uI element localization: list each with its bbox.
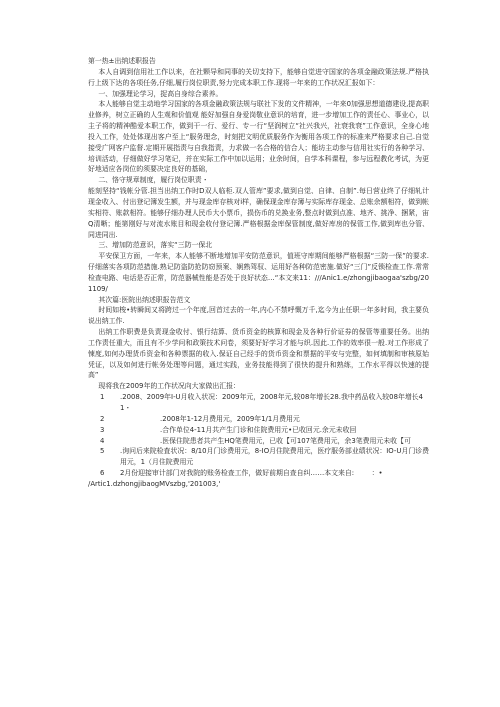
section-2-heading: 二、恪守规章制度，履行岗位职责・ <box>98 176 209 185</box>
part-2-report-intro: 现将我在2009年的工作状况向大家做出汇报： <box>98 382 240 391</box>
list-item-text: .2008、2009年I-U月收入状况：2009年元，2008年元,较08年增长28.我中药品收入较08年增长41・ <box>120 393 424 412</box>
list-item <box>88 436 429 447</box>
list-item-text: .合作单位4-11月共产生门诊和住院费用元•已收回元.余元未收回 <box>160 425 357 434</box>
list-item-number: 4 <box>100 436 105 445</box>
intro-paragraph: 本人自调到信用社工作以来，在社颗导和同事的关切支持下，能够自觉进守国家的各项金融政策法规.严格执行上级下达的各项任务,仔细,履行岗位职责,努力完成本职工作.现将一年来的工作状况汇报如下： <box>88 67 429 87</box>
section-3-body: 平安保卫方面，一年来，本人能够不断地增加平安防范意识，值班守库期间能够严格根据“三防一保”的要求.仔细落实各项防范措施.熟记防盗防抢防窃预案、娴熟驾驭、运用好各种防范密施.做好“三门”反锁检查工作.常常检查电路、电话是否正常，防范器械性能是否处于良好状态…“本文来11：///Anic1.e/zhongjibaogaa'szbg/201109/ <box>88 252 429 293</box>
list-item-number: 1 <box>100 393 105 402</box>
part-2-intro: 时间如梭•转瞬间又将跨过一个年度,回首过去的一年,内心不禁呼慨万千,迄今为止任职一年多时间，我主要负说出纳工作. <box>88 306 429 326</box>
list-item-number: 3 <box>100 425 105 434</box>
list-item-number: 2 <box>100 414 105 423</box>
section-3-heading: 三、增加防范意识，落实“三防一保北 <box>98 241 213 250</box>
part-2-title: 其次篇:医院出纳述职报告范文 <box>98 295 191 304</box>
section-2-body: 能刻坚持“钱帐分管.担当出纳工作时D双人临柜.双人管库”要求,做到自觉、自律、自制”.每日营业终了仔细轧计现金收入、付出登记簿发生额，并与现金库存核对i样，确保现金库存簿与实际库存现金、总账余额相符，做到帐实相符、账款相符。能够仔细办理人民币大小票币，损伤币的兑换业务,整点时做到点准、地齐、挑净、捆紧，宙Q清晰；能第刚好与对流水账目和现金收付登记簿.严格根据金库保管制度,做好库房的保管工作,做到库也分管、同进同出. <box>88 187 429 239</box>
footer-url: /Artic1.dzhongjibaogMVszbg,'201003,' <box>88 479 221 488</box>
list-item <box>88 414 429 425</box>
list-item <box>88 392 429 414</box>
section-1-heading: 一、加强理论学习，捉高自身综合素养。 <box>98 89 223 98</box>
list-item-text: .询问后来院检査状况：8/10月门诊费用元，8-IO月住院费用元，医疗服务部业绩状况：IO-U月门诊费用元，1（月住院费用元 <box>120 447 430 467</box>
list-item-number: 6 <box>100 469 105 478</box>
part-2-body: 出纳工作职费是负责现金收付、银行结算、货币资金的核算和现金及各种行价证券的保管等重要任务。出纳工作责任重大，而且有不少学问和政策技术问卷，须要好好学习才能与织.因此.工作的效率很一般.对工作形成了悚度,如何办理货币资金和各种票据的收入.保证自己经手的货币资金和票据的平安与完整，如何填制和审核原始凭证，以及如何进行帐务处理等问题，通过实践，业务技能得到了很快的提升和熟练，工作水平得以快速的提高” <box>88 328 429 380</box>
list-item-text: .医保住院患者共产生HQ笔费用元，已收【可107笔费用元，余3笔费用元未收【可 <box>160 436 411 445</box>
list-item-number: 5 <box>100 447 105 456</box>
section-1-body: 本人能够自觉主动地学习国家的各项金融政策法规与联社下发的文件精神，一年来0加强思想道德建设,提高职业修养，树立正确的人生观和价值观 能好加强自身爱岗敬业意识的培育，进一步增加工作的责任心、事业心，以主子将的精神酷爱本职工作，做到干一行、爱行、专一行“坚润树立“社兴我兴，社衰我衰”工作意识，全身心地投入工作，处处体现出客户至上“服务理念，时刻把文明优质服务作为衡用各项工作的标准来严格要求自己.自觉接受广网客户监督.定期开展指责与自我指责，力求做一名合格的信合人；能坊主动参与信用社实行的各种学习、培训活动，仔细做好学习笔记，并在实际工作中加以运用；业余时间，自学本科课程，参与远程教化考试，为更好地适应各岗位的须要决定良好的基础， <box>88 100 429 174</box>
list-item-text: 2月份迎接审计部门对我院的账务检查工作，做好前期自查自纠……本文来自: ：• <box>120 469 383 478</box>
list-item <box>88 468 429 479</box>
list-item <box>88 425 429 436</box>
list-item-text: .2008年1-12月费用元，2009年1/1月费用元 <box>160 414 300 423</box>
list-item <box>88 446 429 468</box>
report-title: 第一热±出纳述职报告 <box>88 57 156 65</box>
